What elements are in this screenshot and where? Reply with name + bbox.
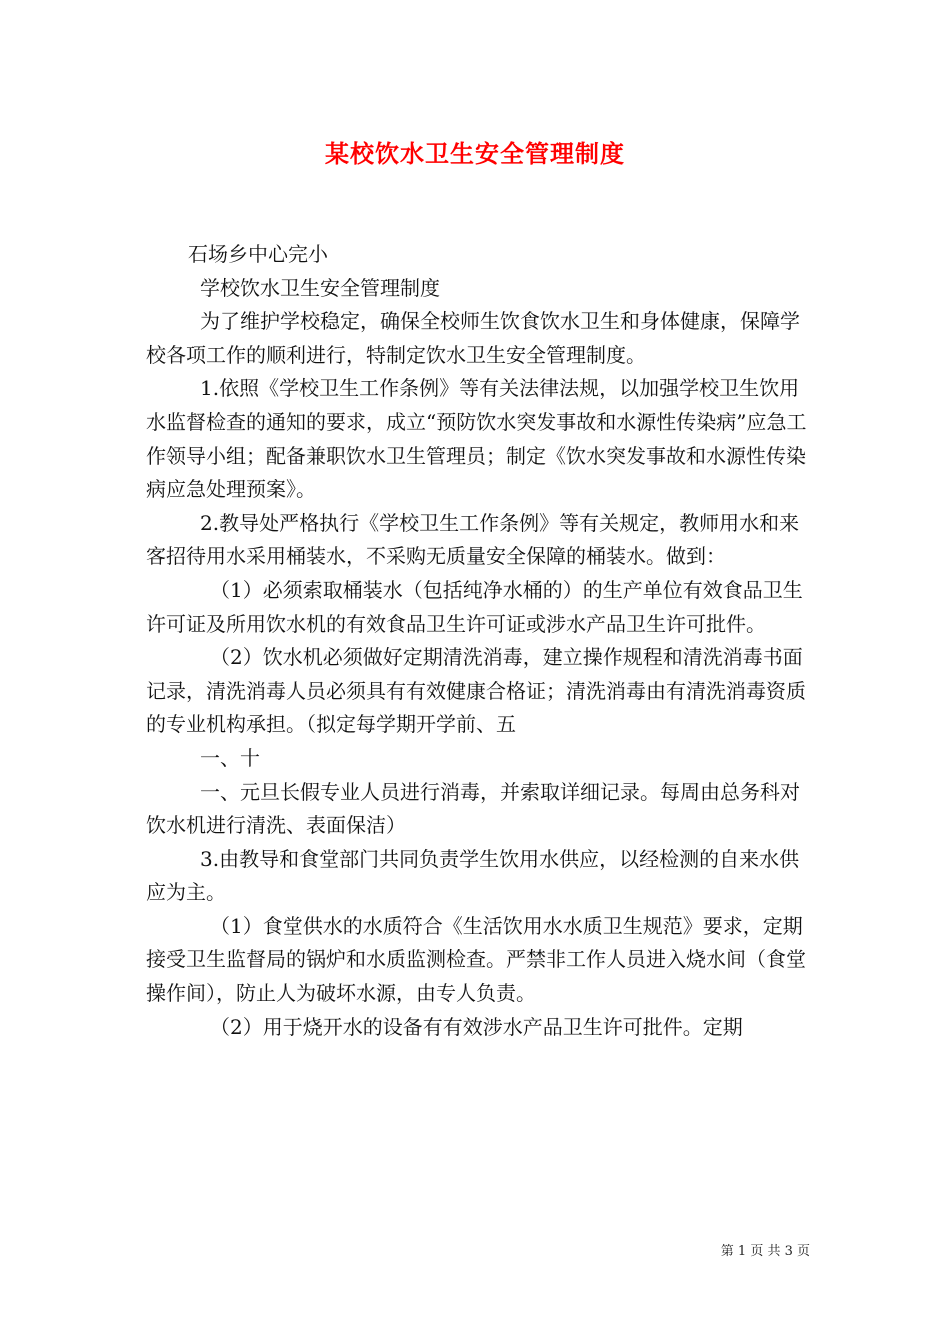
paragraph-holiday: 一、元旦长假专业人员进行消毒，并索取详细记录。每周由总务科对饮水机进行清洗、表面保洁） [146, 779, 800, 838]
paragraph-intro: 为了维护学校稳定，确保全校师生饮食饮水卫生和身体健康，保障学校各项工作的顺利进行，特制定饮水卫生安全管理制度。 [146, 309, 800, 367]
paragraph-item-3-2: （2）用于烧开水的设备有有效涉水产品卫生许可批件。定期 [210, 1014, 743, 1039]
paragraph-item-2: 2.教导处严格执行《学校卫生工作条例》等有关规定，教师用水和来客招待用水采用桶装水，不采购无质量安全保障的桶装水。做到： [146, 510, 800, 569]
subtitle: 学校饮水卫生安全管理制度 [200, 275, 440, 300]
paragraph-item-1: 1.依照《学校卫生工作条例》等有关法律法规，以加强学校卫生饮用水监督检查的通知的要求，成立“预防饮水突发事故和水源性传染病”应急工作领导小组；配备兼职饮水卫生管理员；制定《饮水突发事故和水源性传染病应急处理预案》。 [146, 376, 807, 502]
document-body [146, 238, 810, 1044]
paragraph-item-3: 3.由教导和食堂部门共同负责学生饮用水供应，以经检测的自来水供应为主。 [146, 846, 800, 905]
paragraph-item-2-1: （1）必须索取桶装水（包括纯净水桶的）的生产单位有效食品卫生许可证及所用饮水机的有效食品卫生许可证或涉水产品卫生许可批件。 [146, 577, 803, 636]
school-name: 石场乡中心完小 [188, 242, 328, 266]
paragraph-item-2-2: （2）饮水机必须做好定期清洗消毒，建立操作规程和清洗消毒书面记录，清洗消毒人员必须具有有效健康合格证；清洗消毒由有清洗消毒资质的专业机构承担。（拟定每学期开学前、五 [146, 645, 806, 737]
paragraph-item-3-1: （1）食堂供水的水质符合《生活饮用水水质卫生规范》要求，定期接受卫生监督局的锅炉和水质监测检查。严禁非工作人员进入烧水间（食堂操作间），防止人为破坏水源，由专人负责。 [146, 913, 806, 1006]
page-indicator: 第 1 页 共 3 页 [720, 1244, 810, 1259]
document-title: 某校饮水卫生安全管理制度 [325, 140, 625, 168]
paragraph-fragment: 一、十 [200, 745, 260, 770]
